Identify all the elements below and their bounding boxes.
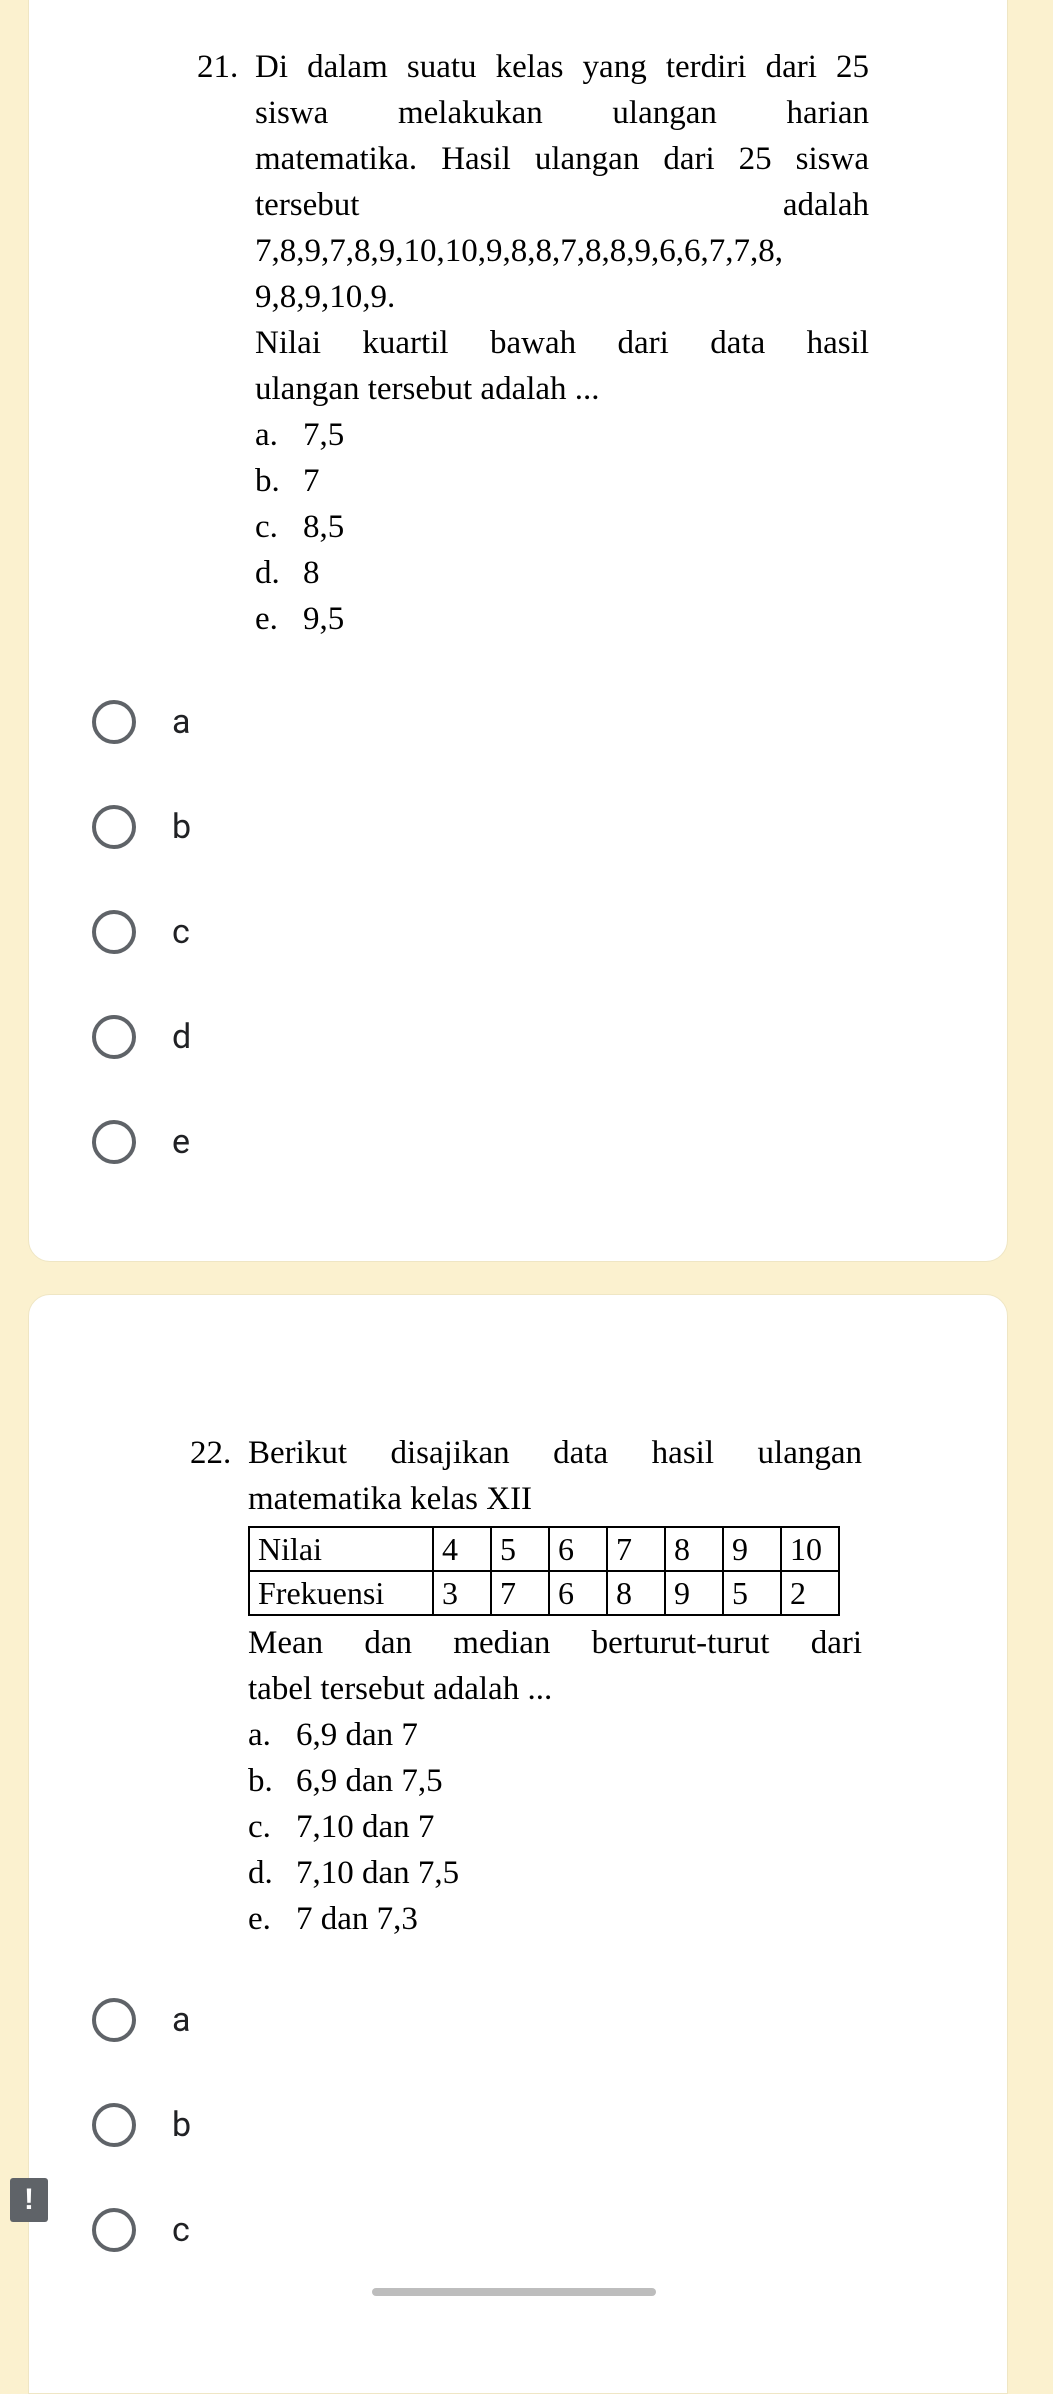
table-row [249, 1571, 839, 1615]
radio-circle[interactable] [92, 2103, 136, 2147]
radio-label: d [172, 1017, 192, 1057]
question-data-line: 7,8,9,7,8,9,10,10,9,8,8,7,8,8,9,6,6,7,7,8, [255, 233, 783, 269]
table-cell: 6 [549, 1527, 607, 1571]
answer-option: d. 8 [255, 555, 320, 591]
radio-option-b[interactable] [92, 2095, 191, 2155]
table-cell: 9 [665, 1571, 723, 1615]
answer-option: e. 7 dan 7,3 [248, 1901, 418, 1937]
radio-label: b [172, 807, 192, 847]
question-text-line: tersebut adalah [255, 187, 869, 223]
table-cell: 7 [491, 1571, 549, 1615]
question-22-image [190, 1430, 862, 1942]
radio-label: e [172, 1122, 191, 1162]
radio-label: a [172, 2000, 191, 2040]
table-cell: 9 [723, 1527, 781, 1571]
question-ask-line: tabel tersebut adalah ... [248, 1671, 553, 1707]
question-text-line: siswa melakukan ulangan harian [255, 95, 869, 131]
question-text-line: matematika. Hasil ulangan dari 25 siswa [255, 141, 869, 177]
answer-option: d. 7,10 dan 7,5 [248, 1855, 460, 1891]
radio-circle[interactable] [92, 910, 136, 954]
answer-option: c. 8,5 [255, 509, 345, 545]
radio-option-c[interactable] [92, 902, 190, 962]
question-ask-line: Mean dan median berturut-turut dari [248, 1625, 862, 1661]
radio-option-b[interactable] [92, 797, 191, 857]
question-ask-line: Nilai kuartil bawah dari data hasil [255, 325, 869, 361]
answer-option: a. 6,9 dan 7 [248, 1717, 418, 1753]
question-text-line: Di dalam suatu kelas yang terdiri dari 25 [255, 49, 869, 85]
table-cell: 8 [607, 1571, 665, 1615]
question-ask-line: ulangan tersebut adalah ... [255, 371, 600, 407]
table-cell: 3 [433, 1571, 491, 1615]
radio-circle[interactable] [92, 1120, 136, 1164]
answer-option: c. 7,10 dan 7 [248, 1809, 435, 1845]
answer-option: b. 7 [255, 463, 320, 499]
table-cell: 8 [665, 1527, 723, 1571]
radio-option-c[interactable] [92, 2200, 190, 2260]
table-cell: 5 [723, 1571, 781, 1615]
table-cell: 10 [781, 1527, 839, 1571]
question-data-line: 9,8,9,10,9. [255, 279, 396, 315]
table-row [249, 1527, 839, 1571]
table-cell: 2 [781, 1571, 839, 1615]
answer-option: e. 9,5 [255, 601, 345, 637]
table-cell: Nilai [249, 1527, 433, 1571]
question-number: 22. [190, 1435, 232, 1471]
table-cell: 6 [549, 1571, 607, 1615]
radio-label: b [172, 2105, 192, 2145]
radio-label: a [172, 702, 191, 742]
radio-option-a[interactable] [92, 1990, 191, 2050]
table-cell: 7 [607, 1527, 665, 1571]
question-text-line: Berikut disajikan data hasil ulangan [248, 1435, 862, 1471]
table-cell: 5 [491, 1527, 549, 1571]
warning-icon[interactable]: ! [10, 2178, 48, 2222]
home-indicator[interactable] [372, 2288, 656, 2296]
radio-circle[interactable] [92, 700, 136, 744]
question-number: 21. [197, 49, 239, 85]
radio-label: c [172, 2210, 190, 2250]
radio-option-e[interactable] [92, 1112, 190, 1172]
table-cell: Frekuensi [249, 1571, 433, 1615]
answer-option: a. 7,5 [255, 417, 345, 453]
data-table [248, 1526, 840, 1616]
answer-option: b. 6,9 dan 7,5 [248, 1763, 443, 1799]
question-text-line: matematika kelas XII [248, 1481, 533, 1517]
radio-circle[interactable] [92, 2208, 136, 2252]
radio-circle[interactable] [92, 1998, 136, 2042]
radio-circle[interactable] [92, 805, 136, 849]
radio-option-d[interactable] [92, 1007, 191, 1067]
radio-label: c [172, 912, 190, 952]
radio-circle[interactable] [92, 1015, 136, 1059]
radio-option-a[interactable] [92, 692, 191, 752]
question-21-image [197, 44, 869, 642]
table-cell: 4 [433, 1527, 491, 1571]
